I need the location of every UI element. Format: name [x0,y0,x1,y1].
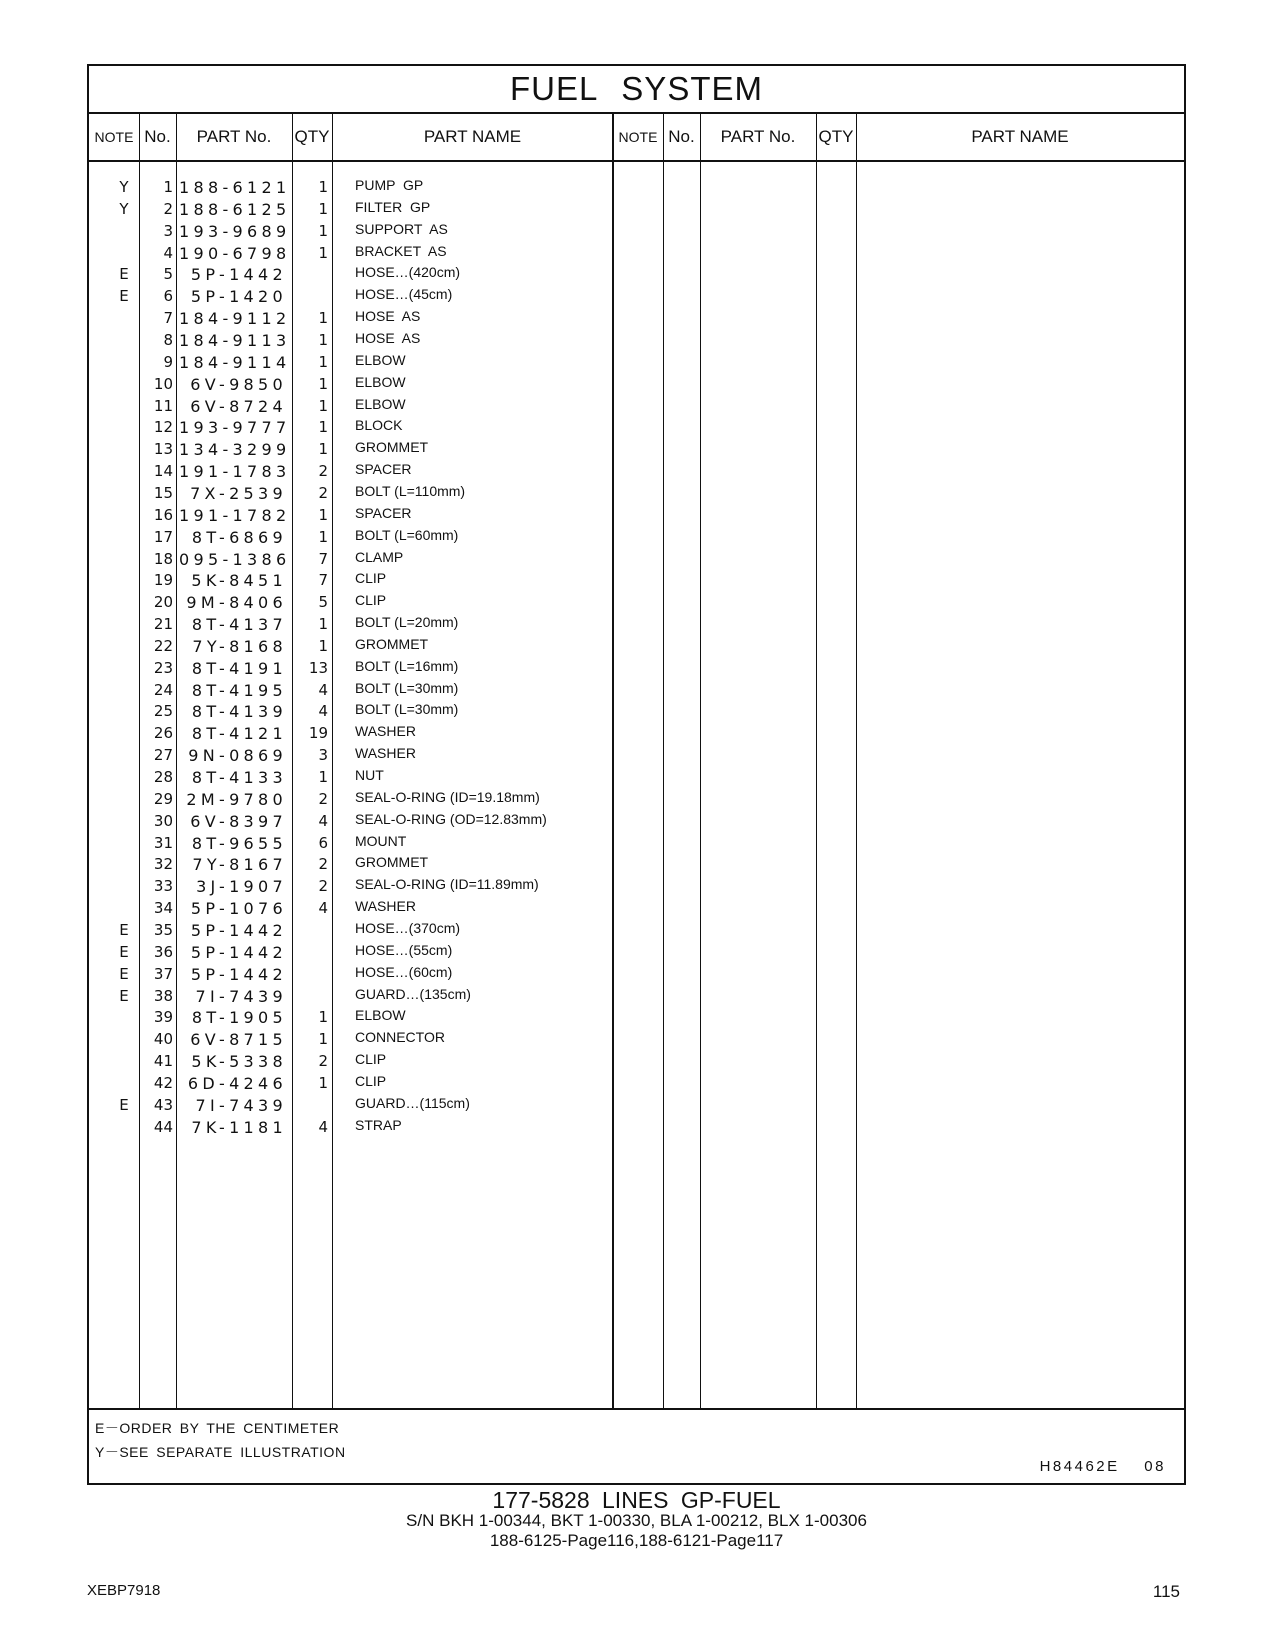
part-number: 7X-2539 [190,483,287,503]
part-number-index: 1 [163,178,173,196]
part-number-index: 44 [153,1117,173,1136]
part-number: 184-9113 [179,331,291,350]
header-note: NOTE [94,129,134,145]
part-qty: 4 [318,702,328,721]
part-qty: 7 [318,571,328,590]
part-qty: 1 [318,221,328,240]
part-note: Y [119,199,129,218]
part-note: E [119,920,129,939]
part-qty: 2 [318,483,328,502]
part-note [109,1116,139,1139]
part-number-index: 4 [163,243,173,262]
part-name: SEAL-O-RING (OD=12.83mm) [355,810,547,827]
assembly-title: 177-5828 LINES GP-FUEL [492,1487,781,1513]
part-number-index: 33 [153,877,173,896]
part-note [109,591,139,614]
part-number: 5P-1076 [190,899,287,919]
part-qty: 1 [318,331,328,349]
illustration-code: H84462E 08 [1039,1458,1166,1475]
part-note [109,853,139,876]
part-qty: 1 [318,418,328,437]
legend-y: Y－SEE SEPARATE ILLUSTRATION [95,1444,346,1460]
part-number-index: 19 [153,571,173,590]
part-number: 193-9777 [179,418,291,438]
part-name: SPACER [355,504,412,521]
part-name: BOLT (L=110mm) [355,482,466,499]
part-note [109,548,139,571]
header-part-name: PART NAME [423,127,522,146]
part-number: 7Y-8167 [192,855,287,875]
part-name: SUPPORT AS [355,220,448,237]
part-qty: 1 [318,309,328,328]
part-number-index: 9 [163,352,173,371]
part-qty: 5 [318,593,328,612]
part-name: BOLT (L=60mm) [355,526,459,543]
part-number-index: 31 [153,833,173,852]
part-note [109,504,139,527]
legend [89,1408,1184,1487]
part-number: 5P-1420 [190,287,287,307]
part-note [109,875,139,898]
part-number-index: 41 [153,1052,173,1070]
part-qty: 7 [318,549,328,568]
page-references: 188-6125-Page116,188-6121-Page117 [489,1531,784,1550]
part-number: 7I-7439 [195,1095,287,1115]
part-qty: 1 [318,396,328,415]
part-number-index: 28 [153,768,173,786]
part-name: ELBOW [355,395,406,412]
part-note: Y [119,178,129,196]
part-name: HOSE…(45cm) [355,286,453,303]
page-number: 115 [1152,1582,1180,1601]
part-qty: 1 [318,1008,328,1027]
part-name: CLAMP [355,548,404,565]
part-number-index: 30 [153,811,173,830]
part-number: 193-9689 [179,221,291,241]
part-note [109,744,139,767]
part-qty [294,941,328,964]
part-name: GROMMET [355,854,429,871]
part-qty [294,919,328,942]
part-name: BOLT (L=30mm) [355,679,459,696]
part-qty: 1 [318,615,328,633]
part-name: CLIP [355,592,387,609]
header-part-name-2: PART NAME [971,127,1069,146]
part-qty [294,263,328,286]
part-number: 8T-1905 [191,1008,287,1028]
part-number-index: 16 [153,505,173,524]
part-name: MOUNT [355,832,407,849]
part-number: 191-1783 [179,462,291,482]
part-number: 8T-4191 [191,658,287,678]
part-name: SEAL-O-RING (ID=19.18mm) [355,788,540,805]
part-name: BOLT (L=20mm) [355,614,459,630]
part-number-index: 42 [153,1073,173,1092]
part-note [109,766,139,789]
part-qty: 4 [318,1117,328,1136]
part-qty: 1 [318,243,328,262]
part-number: 8T-9655 [191,833,287,853]
part-name: WASHER [355,745,416,762]
part-note [109,722,139,745]
part-name: HOSE…(60cm) [355,963,453,980]
part-name: CLIP [355,1072,387,1089]
part-qty: 2 [318,462,328,481]
part-note: E [119,986,129,1005]
part-note: E [119,964,129,983]
part-note: E [119,287,129,306]
part-qty: 2 [318,1052,328,1070]
part-note [109,1072,139,1095]
part-number-index: 26 [153,724,173,743]
part-number: 9M-8406 [186,593,287,613]
part-name: GROMMET [355,439,429,456]
part-number-index: 38 [153,986,173,1005]
part-number-index: 37 [153,964,173,983]
part-note [109,1006,139,1029]
header-qty-2: QTY [818,127,854,146]
part-qty [294,285,328,308]
part-number: 5P-1442 [190,920,287,940]
part-note [109,395,139,418]
part-qty: 2 [318,855,328,874]
part-number-index: 39 [153,1008,173,1027]
part-qty: 13 [308,658,328,677]
part-note: E [119,1095,129,1114]
part-note [109,373,139,396]
part-note [109,810,139,833]
part-number-index: 11 [153,396,173,415]
header-no: No. [144,127,171,146]
part-name: BRACKET AS [355,242,447,259]
part-number: 190-6798 [179,243,291,263]
part-note [109,700,139,723]
part-name: BOLT (L=30mm) [355,701,459,718]
part-note [109,679,139,702]
part-number: 2M-9780 [186,789,287,809]
part-number: 8T-4139 [191,702,287,722]
part-name: WASHER [355,898,416,915]
part-note [109,526,139,549]
part-number: 6V-8715 [190,1030,287,1050]
part-name: PUMP GP [355,177,424,193]
part-number: 8T-4195 [191,680,287,700]
part-name: HOSE…(55cm) [355,941,453,958]
part-qty: 1 [318,178,328,196]
part-number-index: 10 [153,374,173,393]
part-name: CLIP [355,570,387,587]
part-number: 6V-8724 [190,396,287,416]
part-note [109,657,139,680]
part-name: CONNECTOR [355,1029,445,1046]
part-number: 5P-1442 [190,942,287,962]
table-header [89,114,1184,162]
part-qty: 1 [318,440,328,459]
part-number: 8T-4121 [191,724,287,744]
part-qty: 1 [318,199,328,218]
part-name: ELBOW [355,1007,406,1024]
part-number: 6V-9850 [190,374,287,394]
part-qty: 1 [318,636,328,655]
part-number-index: 40 [153,1030,173,1049]
part-number: 5P-1442 [190,265,287,285]
header-note-2: NOTE [618,129,658,145]
header-part-no: PART No. [196,127,272,146]
part-note [109,613,139,636]
part-note [109,1028,139,1051]
part-name: GUARD…(135cm) [355,985,471,1002]
page-title: FUEL SYSTEM [89,66,1184,114]
document-id: XEBP7918 [87,1582,161,1599]
part-note [109,897,139,920]
part-number: 8T-4133 [191,768,287,787]
part-qty: 4 [318,899,328,918]
part-name: HOSE AS [355,308,421,325]
part-name: BOLT (L=16mm) [355,657,459,674]
part-qty: 1 [318,352,328,371]
part-number: 191-1782 [179,505,291,525]
part-number: 8T-6869 [191,527,287,547]
part-qty: 1 [318,1030,328,1049]
part-number-index: 23 [153,658,173,677]
part-note [109,569,139,592]
part-qty: 1 [318,768,328,786]
part-note [109,832,139,855]
part-number: 6D-4246 [187,1073,287,1093]
part-number-index: 22 [153,636,173,655]
part-number-index: 24 [153,680,173,699]
part-number: 9N-0869 [188,746,287,766]
part-note [109,307,139,330]
part-number-index: 5 [163,265,173,284]
part-name: STRAP [355,1116,402,1133]
part-note [109,788,139,811]
part-number-index: 25 [153,702,173,721]
part-name: HOSE…(370cm) [355,919,461,936]
part-number: 6V-8397 [190,811,287,831]
part-number-index: 32 [153,855,173,874]
part-name: GUARD…(115cm) [355,1094,470,1111]
part-number: 5P-1442 [190,964,287,984]
part-number: 7K-1181 [191,1117,287,1137]
part-qty: 6 [318,833,328,852]
part-number-index: 3 [163,221,173,240]
part-note [109,242,139,265]
part-name: BLOCK [355,417,403,434]
part-note [109,438,139,461]
part-number-index: 29 [153,789,173,808]
part-name: GROMMET [355,635,429,652]
part-number-index: 2 [163,199,173,218]
part-number-index: 7 [163,309,173,328]
part-number-index: 17 [153,527,173,546]
part-number-index: 8 [163,331,173,349]
part-qty [294,1094,328,1117]
part-note [109,220,139,243]
part-number: 8T-4137 [191,615,287,634]
legend-e: E－ORDER BY THE CENTIMETER [95,1420,340,1436]
part-number-index: 6 [163,287,173,306]
part-name: CLIP [355,1051,387,1067]
part-note [109,329,139,352]
part-note [109,416,139,439]
part-number: 134-3299 [179,440,291,460]
serial-numbers: S/N BKH 1-00344, BKT 1-00330, BLA 1-00212, BLX 1-00306 [406,1511,867,1530]
part-note: E [119,942,129,961]
part-number: 184-9112 [179,309,291,329]
part-number: 3J-1907 [196,877,287,897]
part-number-index: 43 [153,1095,173,1114]
part-number: 5K-5338 [191,1052,287,1071]
part-name: HOSE…(420cm) [355,264,461,281]
part-number-index: 34 [153,899,173,918]
part-qty: 1 [318,505,328,524]
part-qty [294,985,328,1008]
part-number-index: 35 [153,920,173,939]
part-number: 095-1386 [179,549,291,569]
part-name: ELBOW [355,373,406,390]
parts-table [87,64,1186,1485]
part-note [109,482,139,505]
part-name: WASHER [355,723,416,740]
header-no-2: No. [668,127,695,146]
parts-list [89,162,1184,1470]
header-part-no-2: PART No. [720,127,796,146]
header-qty: QTY [294,127,330,146]
part-qty: 3 [318,746,328,765]
part-number-index: 12 [153,418,173,437]
part-qty: 2 [318,789,328,808]
part-qty: 1 [318,527,328,546]
part-number-index: 14 [153,462,173,481]
part-qty: 1 [318,1073,328,1092]
part-number-index: 36 [153,942,173,961]
part-number-index: 20 [153,593,173,612]
part-qty: 4 [318,680,328,699]
part-number-index: 27 [153,746,173,765]
part-name: ELBOW [355,351,406,368]
part-number-index: 15 [153,483,173,502]
part-number: 7Y-8168 [192,636,287,656]
part-name: NUT [355,767,384,783]
part-qty: 4 [318,811,328,830]
part-qty: 2 [318,877,328,896]
part-name: SPACER [355,461,412,478]
part-number: 5K-8451 [191,571,287,591]
part-name: SEAL-O-RING (ID=11.89mm) [355,876,539,893]
part-name: HOSE AS [355,330,421,346]
part-number: 7I-7439 [195,986,287,1006]
part-number: 188-6121 [179,178,291,197]
part-note [109,460,139,483]
part-number-index: 13 [153,440,173,459]
part-number: 184-9114 [179,352,291,372]
part-qty: 19 [308,724,328,743]
part-name: FILTER GP [355,198,431,215]
part-note: E [119,265,129,284]
part-note [109,1050,139,1073]
part-note [109,635,139,658]
part-number: 188-6125 [179,199,291,219]
part-note [109,351,139,374]
part-number-index: 21 [153,615,173,633]
table-row [89,1116,649,1139]
part-number-index: 18 [153,549,173,568]
part-qty [294,963,328,986]
part-qty: 1 [318,374,328,393]
